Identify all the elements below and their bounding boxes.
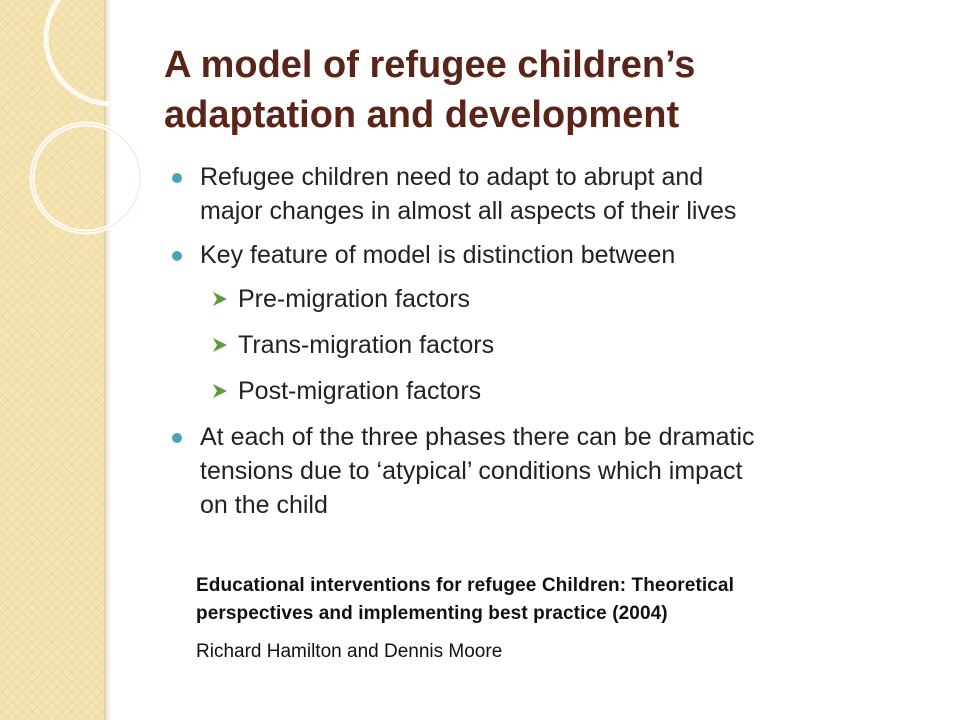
bullet-item-key-feature: [160, 238, 930, 272]
sub-bullet-list: [160, 282, 930, 408]
bullet-3-line-2: tensions due to ‘atypical’ conditions which impact: [200, 457, 743, 485]
arrow-right-icon: [212, 291, 228, 307]
bullet-3-line-3: on the child: [200, 491, 328, 519]
bullet-item-tensions: [160, 420, 930, 522]
citation-authors: Richard Hamilton and Dennis Moore: [196, 641, 503, 662]
sub-item-trans-migration: [160, 328, 930, 362]
sub-list-container: [160, 282, 930, 408]
citation-title-line-1: Educational interventions for refugee Children: Theoretical: [196, 575, 734, 596]
bullet-item-adapt: [160, 160, 930, 228]
circle-bullet-icon: [172, 173, 182, 183]
sub-item-label: Trans-migration factors: [238, 331, 495, 359]
sub-item-label: Post-migration factors: [238, 377, 482, 405]
title-line-2: adaptation and development: [164, 94, 680, 136]
bullet-3-line-1: At each of the three phases there can be dramatic: [200, 423, 755, 451]
citation-title: [196, 572, 916, 628]
title-line-1: A model of refugee children’s: [164, 44, 696, 86]
sub-item-label: Pre-migration factors: [238, 285, 471, 313]
citation-block: [196, 572, 916, 666]
citation-title-line-2: perspectives and implementing best practice (2004): [196, 603, 668, 624]
circle-bullet-icon: [172, 251, 182, 261]
sub-item-post-migration: [160, 374, 930, 408]
circle-bullet-icon: [172, 433, 182, 443]
bullet-1-line-2: major changes in almost all aspects of their lives: [200, 197, 737, 225]
bullet-1-line-1: Refugee children need to adapt to abrupt and: [200, 163, 704, 191]
bullet-2-line-1: Key feature of model is distinction between: [200, 241, 676, 269]
arrow-right-icon: [212, 383, 228, 399]
slide-title: [164, 40, 924, 140]
bullet-list: [160, 160, 930, 532]
sub-item-pre-migration: [160, 282, 930, 316]
arrow-right-icon: [212, 337, 228, 353]
